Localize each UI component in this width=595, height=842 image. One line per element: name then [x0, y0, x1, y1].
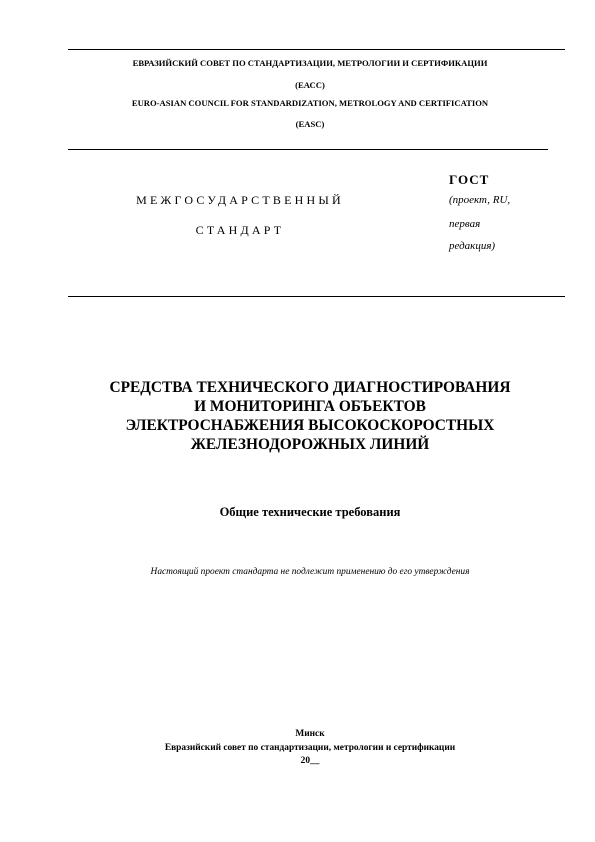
org-abbr-ru: (ЕАСС) — [295, 80, 325, 90]
draft-status-line3: редакция) — [449, 240, 496, 252]
standard-type-line1: МЕЖГОСУДАРСТВЕННЫЙ — [136, 193, 344, 207]
draft-status-line2: первая — [449, 218, 481, 230]
document-subtitle: Общие технические требования — [219, 505, 401, 519]
title-line-4: ЖЕЛЕЗНОДОРОЖНЫХ ЛИНИЙ — [190, 436, 430, 453]
draft-status-line1: (проект, RU, — [449, 194, 511, 206]
org-abbr-en: (EASC) — [295, 119, 325, 129]
footer-city: Минск — [295, 729, 325, 739]
gost-label: ГОСТ — [449, 172, 490, 187]
title-line-3: ЭЛЕКТРОСНАБЖЕНИЯ ВЫСОКОСКОРОСТНЫХ — [125, 417, 495, 434]
title-line-1: СРЕДСТВА ТЕХНИЧЕСКОГО ДИАГНОСТИРОВАНИЯ — [109, 379, 511, 396]
org-name-ru: ЕВРАЗИЙСКИЙ СОВЕТ ПО СТАНДАРТИЗАЦИИ, МЕТРОЛОГИИ И СЕРТИФИКАЦИИ — [132, 58, 488, 68]
document-title — [0, 378, 595, 454]
top-rule — [68, 49, 565, 50]
title-line-2: И МОНИТОРИНГА ОБЪЕКТОВ — [194, 398, 426, 415]
footer-year: 20__ — [300, 756, 320, 766]
standard-divider — [68, 296, 565, 297]
standard-type-line2: СТАНДАРТ — [195, 223, 285, 237]
draft-notice: Настоящий проект стандарта не подлежит применению до его утверждения — [150, 567, 470, 577]
org-name-en: EURO-ASIAN COUNCIL FOR STANDARDIZATION, METROLOGY AND CERTIFICATION — [131, 98, 489, 108]
header-divider — [68, 149, 548, 150]
footer-publisher: Евразийский совет по стандартизации, метрологии и сертификации — [164, 743, 456, 753]
